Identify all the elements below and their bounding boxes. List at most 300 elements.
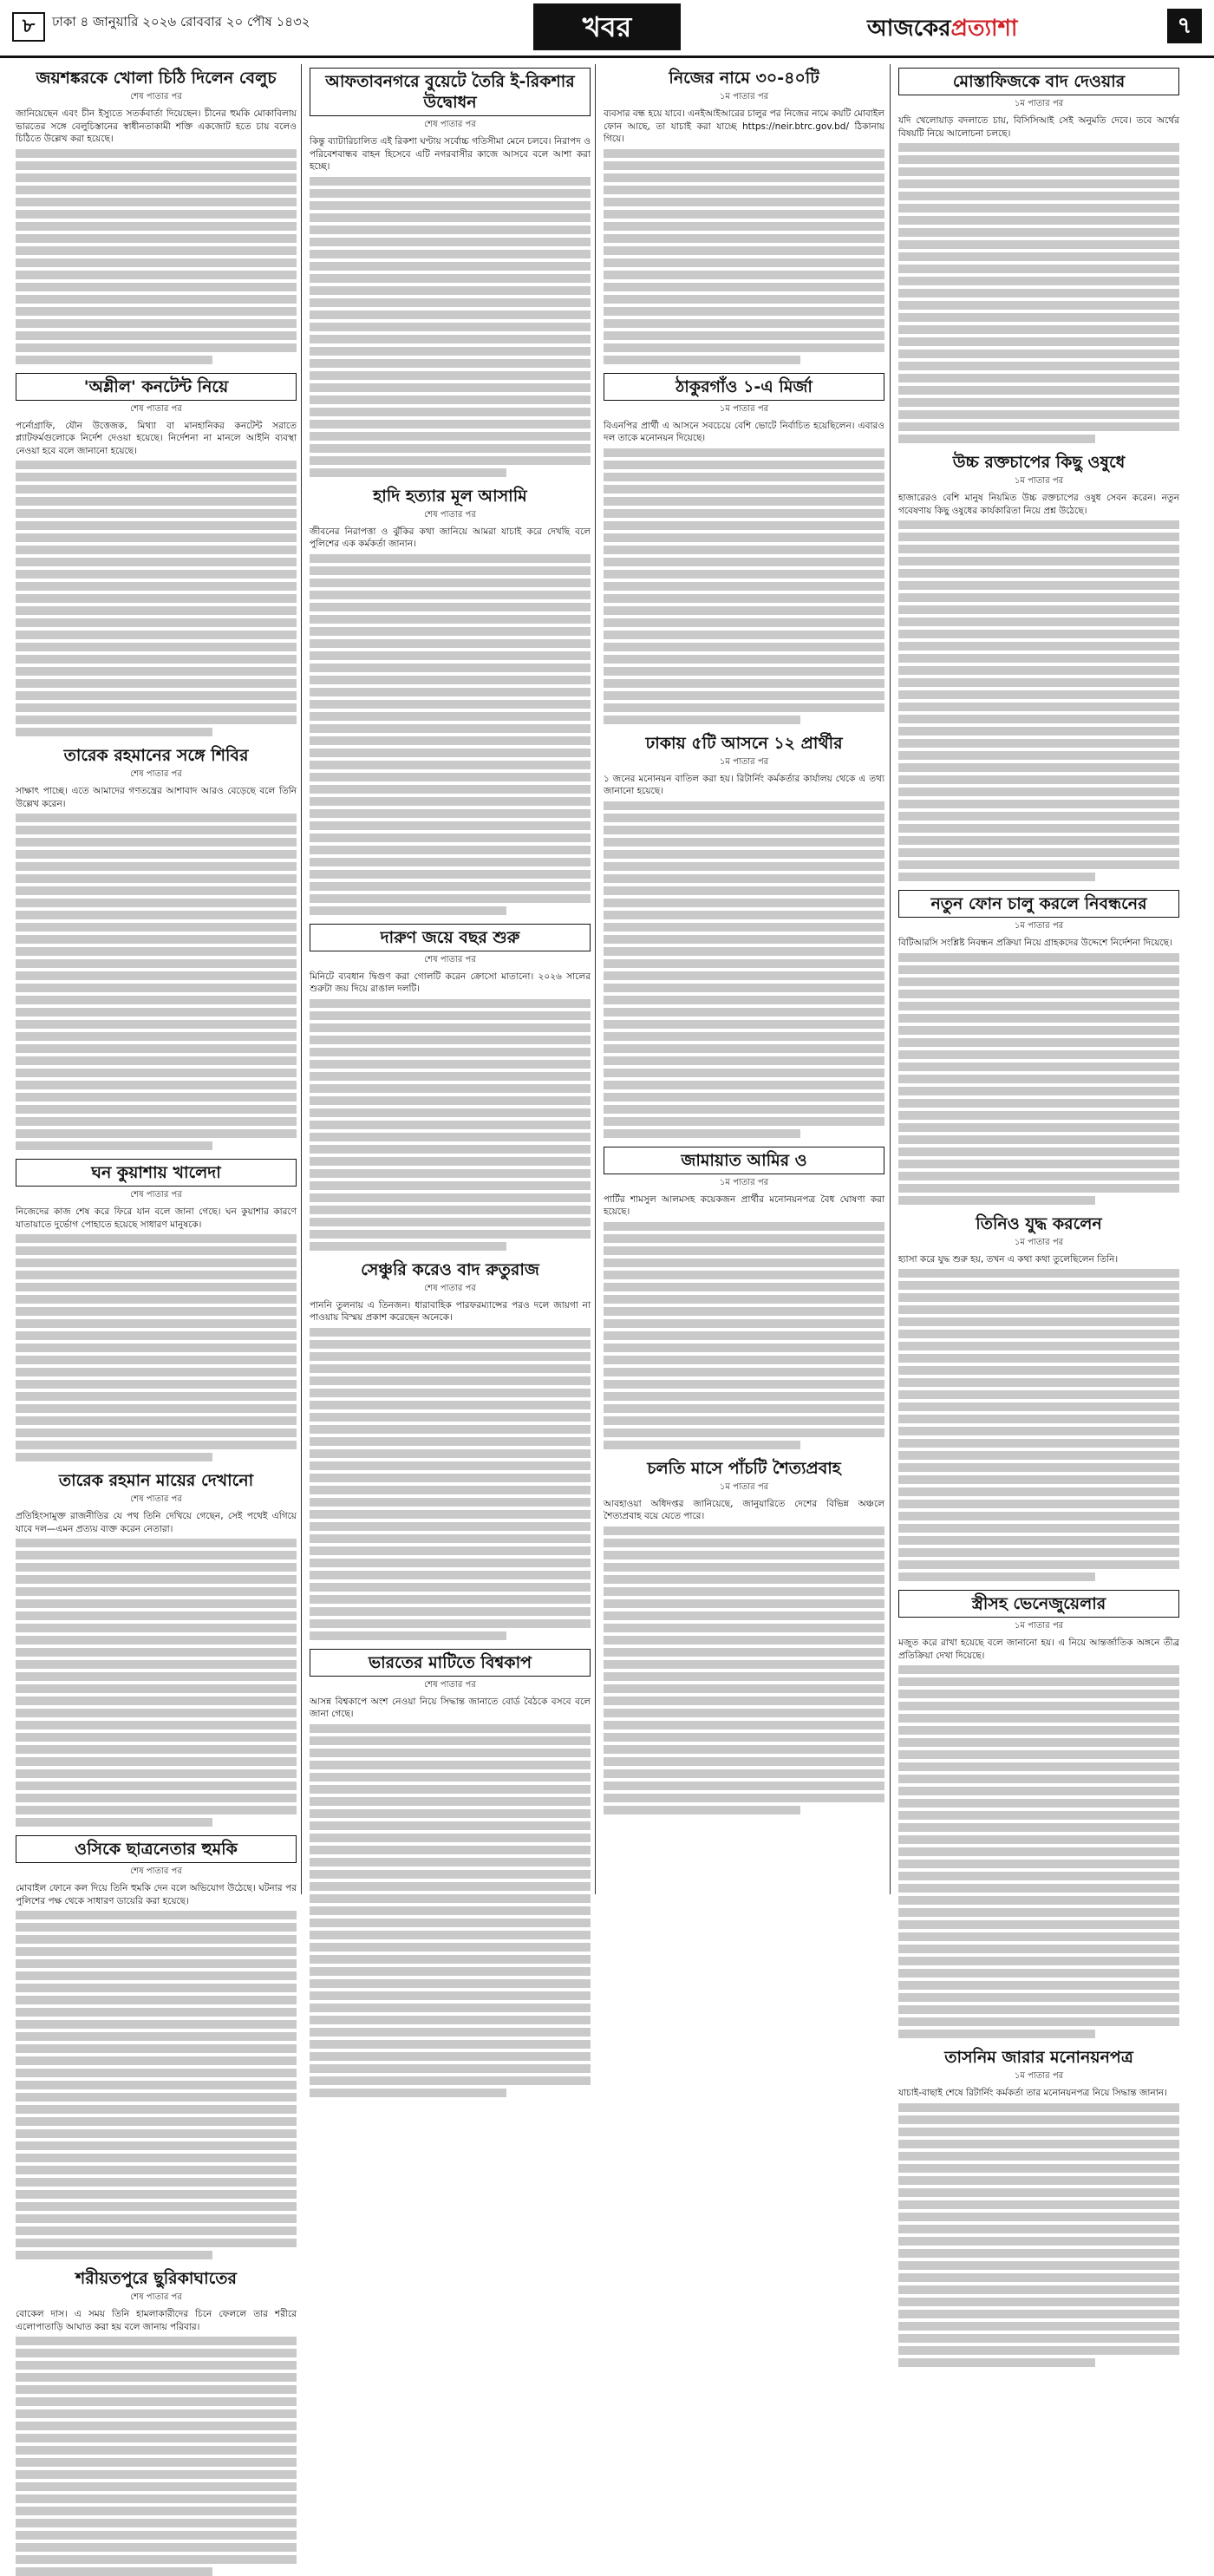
text-line-placeholder [310,1583,591,1592]
text-line-placeholder [310,1072,591,1081]
text-line-placeholder [16,149,297,158]
text-line-placeholder [16,1551,297,1559]
news-article [16,1470,297,1827]
text-line-placeholder [310,1834,591,1842]
text-line-placeholder [16,2446,297,2455]
text-line-placeholder [310,785,591,794]
text-line-placeholder [604,1032,884,1041]
article-headline: চলতি মাসে পাঁচটি শৈত্যপ্রবাহ [647,1458,841,1478]
article-body: বিটিআরসি সংশ্লিষ্ট নিবন্ধন প্রক্রিয়া নিয়ে গ্রাহকদের উদ্দেশে নির্দেশনা দিয়েছে। [898,938,1172,948]
text-line-placeholder [898,313,1179,322]
text-line-placeholder [310,1619,591,1628]
text-line-placeholder [898,2140,1179,2148]
article-headline: মোস্তাফিজকে বাদ দেওয়ার [898,68,1179,95]
continued-label: ১ম পাতার পর [1014,2071,1064,2081]
text-line-placeholder [16,558,297,566]
text-line-placeholder [310,1389,591,1397]
text-line-placeholder [16,862,297,871]
text-line-placeholder [898,1160,1179,1168]
text-line-placeholder [604,558,884,566]
text-line-placeholder [310,834,591,842]
text-line-placeholder [310,1376,591,1385]
text-line-placeholder [16,509,297,518]
text-line-placeholder [898,1281,1179,1290]
text-line-placeholder [310,1736,591,1745]
article-headline: আফতাবনগরে বুয়েটে তৈরি ই-রিকশার উদ্বোধন [310,68,591,116]
article-headline: ভারতের মাটিতে বিশ্বকাপ [310,1649,591,1677]
text-line-placeholder [16,1117,297,1126]
text-line-placeholder [310,1931,591,1939]
text-line-placeholder [898,2322,1179,2331]
text-line-placeholder [310,676,591,684]
text-line-placeholder [310,1036,591,1044]
text-line-placeholder [310,371,591,380]
text-line-placeholder [898,618,1179,626]
text-line-placeholder [604,1648,884,1657]
page-number-right: ৭ [1167,9,1202,43]
text-line-placeholder [310,858,591,866]
continued-label: শেষ পাতার পর [130,403,182,414]
text-line-placeholder [16,1356,297,1364]
text-line-placeholder [898,1463,1179,1472]
text-line-placeholder [310,809,591,818]
text-line-placeholder [604,1117,884,1126]
text-line-placeholder [898,362,1179,370]
text-line-placeholder [898,422,1179,431]
text-line-placeholder [16,2494,297,2503]
text-line-placeholder [310,1882,591,1891]
news-article [604,1147,884,1449]
text-line-placeholder [604,1539,884,1547]
text-line-placeholder [604,283,884,291]
text-line-placeholder [310,311,591,319]
text-line-placeholder [16,1069,297,1077]
text-line-placeholder [16,1129,297,1138]
text-line-placeholder [898,2128,1179,2136]
text-line-placeholder [16,716,297,724]
text-line-placeholder [16,246,297,255]
text-line-placeholder [310,1858,591,1867]
text-line-placeholder [310,1559,591,1567]
text-line-placeholder [898,1799,1179,1808]
text-line-placeholder [604,1612,884,1620]
continued-label: ১ম পাতার পর [1014,99,1064,108]
text-line-placeholder [16,2154,297,2162]
text-line-placeholder [898,1293,1179,1302]
text-line-placeholder [898,386,1179,395]
text-line-placeholder [898,678,1179,687]
text-line-placeholder [16,210,297,219]
text-line-placeholder [16,1081,297,1089]
text-line-placeholder [310,1401,591,1409]
text-line-placeholder [16,2032,297,2041]
text-line-placeholder [604,570,884,579]
text-line-placeholder [898,1560,1179,1569]
column-divider [890,64,891,1894]
text-line-placeholder [604,679,884,688]
text-line-placeholder [604,947,884,956]
text-line-placeholder [604,923,884,932]
text-line-placeholder [898,1147,1179,1156]
text-line-placeholder [898,654,1179,663]
text-line-placeholder [310,1023,591,1032]
text-line-placeholder [310,1571,591,1579]
continued-label: ১ম পাতার পর [719,1481,769,1492]
text-line-placeholder [310,1821,591,1830]
text-line-placeholder [604,258,884,267]
text-line-placeholder [16,2337,297,2345]
text-line-placeholder [16,1368,297,1376]
text-line-placeholder [604,1008,884,1017]
text-line-placeholder [604,716,800,724]
text-line-placeholder [310,1096,591,1105]
column-divider [301,64,302,1894]
page-number-left: ৮ [12,12,45,42]
text-line-placeholder [16,2373,297,2382]
continued-label: ১ম পাতার পর [719,756,769,767]
text-line-placeholder [310,736,591,745]
text-line-placeholder [604,1721,884,1729]
text-line-placeholder [310,2089,506,2097]
text-line-placeholder [898,1665,1179,1674]
text-line-placeholder [310,1906,591,1915]
text-line-placeholder [16,984,297,992]
news-article [310,924,591,1251]
text-line-placeholder [604,1307,884,1316]
article-body: যদি খেলোয়াড় বদলাতে চায়, বিসিসিআই সেই অনুমতি দেবে। তবে অর্থের বিষয়টি নিয়ে আলোচনা চলছে। [898,115,1179,139]
text-line-placeholder [16,2543,297,2552]
text-line-placeholder [604,1806,800,1814]
text-line-placeholder [604,173,884,182]
text-line-placeholder [604,582,884,591]
text-line-placeholder [898,2103,1179,2112]
text-line-placeholder [310,700,591,709]
text-line-placeholder [898,1920,1179,1929]
text-line-placeholder [16,631,297,639]
text-line-placeholder [898,788,1179,796]
news-article [898,452,1179,881]
text-line-placeholder [898,265,1179,273]
article-body: হ্যাসা করে যুদ্ধ শুরু হয়, তখন এ কথা কথা তুলেছিলেন তিনি। [898,1253,1119,1265]
text-line-placeholder [898,337,1179,346]
text-line-placeholder [16,161,297,170]
column-2 [310,64,591,1894]
article-body: হাজারেরও বেশি মানুষ নিয়মিত উচ্চ রক্তচাপের ওষুধ সেবন করেন। নতুন গবেষণায় কিছু ওষুধের কার্যকারিতা নিয়ে প্রশ্ন উঠেছে। [898,493,1179,516]
text-line-placeholder [16,1794,297,1802]
text-line-placeholder [310,773,591,781]
text-line-placeholder [310,639,591,648]
text-line-placeholder [310,1785,591,1794]
text-line-placeholder [310,1474,591,1482]
text-line-placeholder [310,2064,591,2073]
text-line-placeholder [898,1269,1179,1278]
text-line-placeholder [310,1510,591,1519]
text-line-placeholder [898,398,1179,407]
text-line-placeholder [16,2020,297,2029]
text-line-placeholder [604,1624,884,1632]
text-line-placeholder [898,990,1179,998]
text-line-placeholder [604,935,884,944]
text-line-placeholder [898,848,1179,857]
news-article [16,1835,297,2259]
text-line-placeholder [16,2397,297,2406]
continued-label: ১ম পাতার পর [1014,1237,1064,1247]
text-line-placeholder [16,2239,297,2247]
text-line-placeholder [310,1048,591,1056]
text-line-placeholder [898,192,1179,200]
text-line-placeholder [310,1955,591,1964]
text-line-placeholder [898,2334,1179,2343]
text-line-placeholder [310,201,591,210]
text-line-placeholder [898,1354,1179,1363]
text-line-placeholder [310,177,591,186]
continued-label: ১ম পাতার পর [1014,1621,1064,1631]
text-line-placeholder [604,838,884,847]
text-line-placeholder [898,1475,1179,1484]
text-line-placeholder [16,1636,297,1644]
article-body: মোবাইল ফোনে কল দিয়ে তিনি হুমকি দেন বলে অভিযোগ উঠেছে। ঘটনার পর পুলিশের পক্ষ থেকে সাধারণ ডায়েরি করা হয়েছে। [16,1883,297,1906]
text-line-placeholder [604,295,884,304]
continued-label: ১ম পাতার পর [1014,476,1064,486]
text-line-placeholder [310,627,591,636]
text-line-placeholder [898,630,1179,638]
text-line-placeholder [898,1087,1179,1095]
text-line-placeholder [16,2555,297,2564]
text-line-placeholder [898,1677,1179,1686]
news-article [604,68,884,364]
text-line-placeholder [604,1684,884,1693]
text-line-placeholder [898,1750,1179,1759]
news-article [604,1458,884,1814]
text-line-placeholder [310,906,506,915]
text-line-placeholder [898,1572,1095,1581]
text-line-placeholder [604,1709,884,1717]
continued-label: শেষ পাতার পর [130,2292,182,2302]
text-line-placeholder [310,1595,591,1604]
text-line-placeholder [604,222,884,231]
news-article [16,373,297,737]
article-headline: নতুন ফোন চালু করলে নিবন্ধনের [898,890,1179,918]
text-line-placeholder [16,838,297,847]
text-line-placeholder [16,533,297,542]
text-line-placeholder [310,1060,591,1069]
text-line-placeholder [310,1206,591,1214]
text-line-placeholder [16,2531,297,2540]
article-headline: তারেক রহমান মায়ের দেখানো [58,1471,254,1490]
text-line-placeholder [898,1945,1179,1953]
news-article [310,1259,591,1640]
text-line-placeholder [898,593,1179,602]
article-headline: স্ত্রীসহ ভেনেজুয়েলার [898,1590,1179,1618]
text-line-placeholder [16,1141,212,1150]
text-line-placeholder [898,1847,1179,1856]
text-line-placeholder [310,1846,591,1854]
text-line-placeholder [16,295,297,304]
text-line-placeholder [604,1757,884,1766]
text-line-placeholder [16,2069,297,2077]
newspaper-logo [867,10,1017,49]
text-line-placeholder [16,1769,297,1778]
text-line-placeholder [604,246,884,255]
text-line-placeholder [16,2117,297,2126]
text-line-placeholder [898,1775,1179,1783]
text-line-placeholder [310,1169,591,1178]
text-line-placeholder [310,761,591,769]
text-line-placeholder [16,1648,297,1657]
text-line-placeholder [604,1271,884,1279]
text-line-placeholder [898,2310,1179,2318]
article-headline: শরীয়তপুরে ছুরিকাঘাতের [75,2269,237,2288]
text-line-placeholder [898,715,1179,723]
text-line-placeholder [604,1599,884,1608]
text-line-placeholder [310,1461,591,1470]
text-line-placeholder [898,410,1179,419]
text-line-placeholder [310,2016,591,2024]
continued-label: ১ম পাতার পর [719,403,769,414]
text-line-placeholder [898,1062,1179,1071]
text-line-placeholder [604,1129,800,1138]
text-line-placeholder [604,874,884,883]
text-line-placeholder [604,331,884,340]
text-line-placeholder [898,1860,1179,1868]
text-line-placeholder [16,1380,297,1389]
text-line-placeholder [16,1295,297,1304]
text-line-placeholder [604,899,884,907]
text-line-placeholder [604,343,884,352]
text-line-placeholder [898,1390,1179,1399]
text-line-placeholder [604,1404,884,1413]
text-line-placeholder [16,2422,297,2430]
text-line-placeholder [16,728,212,736]
text-line-placeholder [310,2040,591,2049]
text-line-placeholder [16,899,297,907]
text-line-placeholder [16,1806,297,1814]
text-line-placeholder [898,824,1179,833]
text-line-placeholder [16,1672,297,1681]
text-line-placeholder [310,1773,591,1782]
text-line-placeholder [898,228,1179,237]
text-line-placeholder [898,860,1179,869]
article-body: পর্নোগ্রাফি, যৌন উত্তেজক, মিথ্যা বা মানহানিকর কনটেন্ট সরাতে প্ল্যাটফর্মগুলোকে নির্দেশ দেওয়া হয়েছে। নির্দেশনা না মানলে আইনি ব্যবস্থা নেওয়া হবে বলে জানানো হয়েছে। [16,420,297,456]
text-line-placeholder [898,727,1179,736]
text-line-placeholder [898,1884,1179,1893]
article-headline: জয়শঙ্করকে খোলা চিঠি দিলেন বেলুচ [36,69,277,88]
text-line-placeholder [16,331,297,340]
text-line-placeholder [604,1575,884,1584]
text-line-placeholder [310,1218,591,1226]
text-line-placeholder [16,2251,212,2259]
text-line-placeholder [310,1352,591,1361]
text-line-placeholder [898,2115,1179,2124]
article-headline: জামায়াত আমির ও [604,1147,884,1174]
text-line-placeholder [16,283,297,291]
text-line-placeholder [604,1356,884,1364]
text-line-placeholder [16,2214,297,2223]
text-line-placeholder [310,213,591,222]
text-line-placeholder [604,1782,884,1790]
text-line-placeholder [310,1991,591,2000]
text-line-placeholder [16,1008,297,1017]
text-line-placeholder [310,1181,591,1190]
text-line-placeholder [898,1835,1179,1844]
text-line-placeholder [604,814,884,822]
text-line-placeholder [604,186,884,194]
text-line-placeholder [310,1157,591,1166]
text-line-placeholder [898,167,1179,176]
text-line-placeholder [898,1123,1179,1132]
text-line-placeholder [898,1993,1179,2002]
text-line-placeholder [898,204,1179,212]
text-line-placeholder [898,1957,1179,1965]
text-line-placeholder [310,1193,591,1202]
text-line-placeholder [16,2482,297,2491]
text-line-placeholder [604,1222,884,1231]
text-line-placeholder [310,359,591,368]
text-line-placeholder [604,862,884,871]
masthead [0,0,1214,58]
text-line-placeholder [16,1587,297,1596]
article-headline: তাসনিম জারার মনোনয়নপত্র [944,2048,1133,2067]
column-3 [604,64,884,1894]
text-line-placeholder [310,882,591,891]
text-line-placeholder [310,2028,591,2037]
text-line-placeholder [310,724,591,733]
text-line-placeholder [16,2044,297,2053]
text-line-placeholder [310,1894,591,1903]
text-line-placeholder [898,1415,1179,1423]
text-line-placeholder [310,1498,591,1507]
text-line-placeholder [16,1307,297,1316]
text-line-placeholder [604,1392,884,1401]
text-line-placeholder [16,1959,297,1968]
text-line-placeholder [310,262,591,271]
text-line-placeholder [16,2093,297,2102]
text-line-placeholder [16,1246,297,1255]
text-line-placeholder [310,579,591,587]
continued-label: শেষ পাতার পর [424,509,476,520]
text-line-placeholder [16,2190,297,2199]
text-line-placeholder [604,473,884,481]
text-line-placeholder [898,1524,1179,1533]
text-line-placeholder [898,1823,1179,1832]
text-line-placeholder [16,996,297,1004]
text-line-placeholder [604,606,884,615]
text-line-placeholder [16,1757,297,1766]
text-line-placeholder [16,1020,297,1029]
text-line-placeholder [310,2052,591,2061]
text-line-placeholder [604,356,800,364]
text-line-placeholder [604,826,884,834]
text-line-placeholder [898,2237,1179,2246]
text-line-placeholder [16,186,297,194]
text-line-placeholder [604,1295,884,1304]
text-line-placeholder [310,1943,591,1952]
text-line-placeholder [604,1697,884,1705]
text-line-placeholder [898,435,1095,443]
text-line-placeholder [898,2213,1179,2221]
text-line-placeholder [310,1761,591,1769]
date-line: ঢাকা ৪ জানুয়ারি ২০২৬ রোববার ২০ পৌষ ১৪৩২ [52,14,310,29]
text-line-placeholder [898,965,1179,974]
text-line-placeholder [310,999,591,1008]
text-line-placeholder [604,1441,800,1449]
text-line-placeholder [310,432,591,441]
text-line-placeholder [310,749,591,757]
text-line-placeholder [898,1135,1179,1144]
text-line-placeholder [310,1133,591,1141]
text-line-placeholder [16,1404,297,1413]
text-line-placeholder [16,1971,297,1980]
